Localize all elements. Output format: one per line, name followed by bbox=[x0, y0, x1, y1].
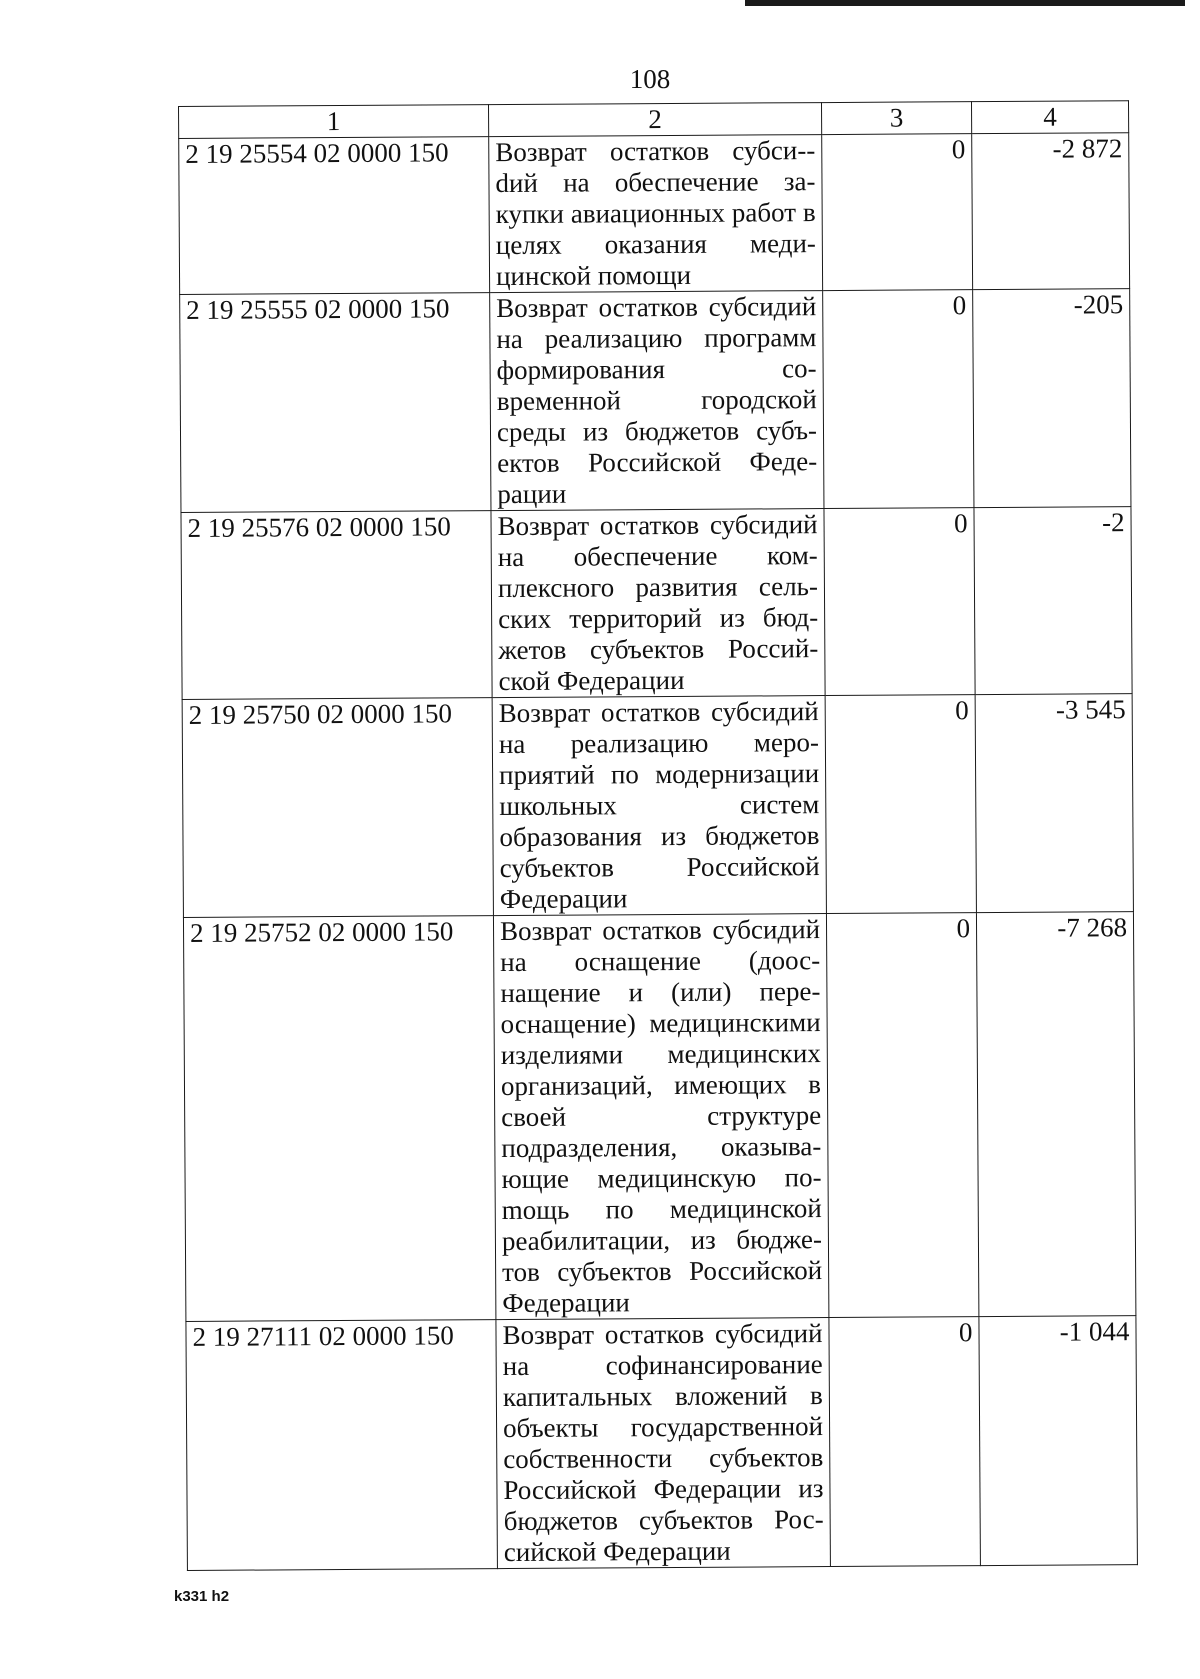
table-wrapper bbox=[178, 100, 1137, 1571]
budget-code-cell: 2 19 25555 02 0000 150 bbox=[180, 293, 491, 513]
header-col-4: 4 bbox=[971, 101, 1128, 134]
description-cell: Возврат остатков субсидий на обеспечение комплексного развития сельских территорий из бюджетов субъектов Российской Федерации bbox=[491, 509, 825, 698]
col4-value-cell: -7 268 bbox=[976, 912, 1135, 1317]
header-col-3: 3 bbox=[821, 102, 971, 135]
budget-table bbox=[178, 100, 1138, 1571]
col4-value-cell: -3 545 bbox=[975, 694, 1133, 913]
col3-value-cell: 0 bbox=[825, 695, 976, 914]
table-row bbox=[186, 1316, 1138, 1571]
col3-value-cell: 0 bbox=[823, 290, 974, 509]
table-body bbox=[179, 133, 1138, 1571]
budget-code-cell: 2 19 25752 02 0000 150 bbox=[183, 916, 495, 1322]
table-row bbox=[183, 912, 1135, 1322]
header-col-1: 1 bbox=[179, 105, 489, 139]
budget-code-cell: 2 19 25576 02 0000 150 bbox=[181, 511, 492, 700]
description-cell: Возврат остатков субсидий на оснащение (дооснащение и (или) переоснащение) медицинскими изделиями медицинских организаций, имеющих в своей структуре подразделения, оказывающие медицинскую поmощь по медицинской реабилитации, из бюджетов субъектов Российской Федерации bbox=[493, 914, 828, 1320]
top-rule bbox=[745, 0, 1185, 6]
table-row bbox=[180, 289, 1131, 513]
col3-value-cell: 0 bbox=[829, 1317, 981, 1567]
budget-code-cell: 2 19 25750 02 0000 150 bbox=[182, 698, 493, 918]
description-cell: Возврат остатков субси-dий на обеспечение закупки авиационных работ в целях оказания медицинской помощи bbox=[489, 135, 823, 293]
col4-value-cell: -2 bbox=[974, 507, 1132, 695]
description-cell: Возврат остатков субсидий на реализацию программ формирования современной городской среды из бюджетов субъектов Российской Федерации bbox=[490, 291, 824, 511]
page-number: 108 bbox=[629, 64, 671, 94]
description-cell: Возврат остатков субсидий на реализацию мероприятий по модернизации школьных систем образования из бюджетов субъектов Российской Федерации bbox=[492, 696, 826, 916]
table-row bbox=[181, 507, 1132, 700]
budget-code-cell: 2 19 25554 02 0000 150 bbox=[179, 137, 490, 295]
col3-value-cell: 0 bbox=[824, 508, 975, 696]
col4-value-cell: -2 872 bbox=[972, 133, 1130, 290]
table-row bbox=[182, 694, 1133, 918]
col3-value-cell: 0 bbox=[822, 134, 973, 291]
header-col-2: 2 bbox=[488, 103, 821, 137]
description-cell: Возврат остатков субсидий на софинансирование капитальных вложений в объекты государственной собственности субъектов Российской Федерации из бюджетов субъектов Российской Федерации bbox=[496, 1318, 831, 1569]
col4-value-cell: -1 044 bbox=[979, 1316, 1138, 1566]
footer-document-code: k331 h2 bbox=[174, 1588, 230, 1605]
budget-code-cell: 2 19 27111 02 0000 150 bbox=[186, 1320, 498, 1571]
col3-value-cell: 0 bbox=[826, 913, 978, 1318]
table-row bbox=[179, 133, 1130, 295]
col4-value-cell: -205 bbox=[973, 289, 1131, 508]
